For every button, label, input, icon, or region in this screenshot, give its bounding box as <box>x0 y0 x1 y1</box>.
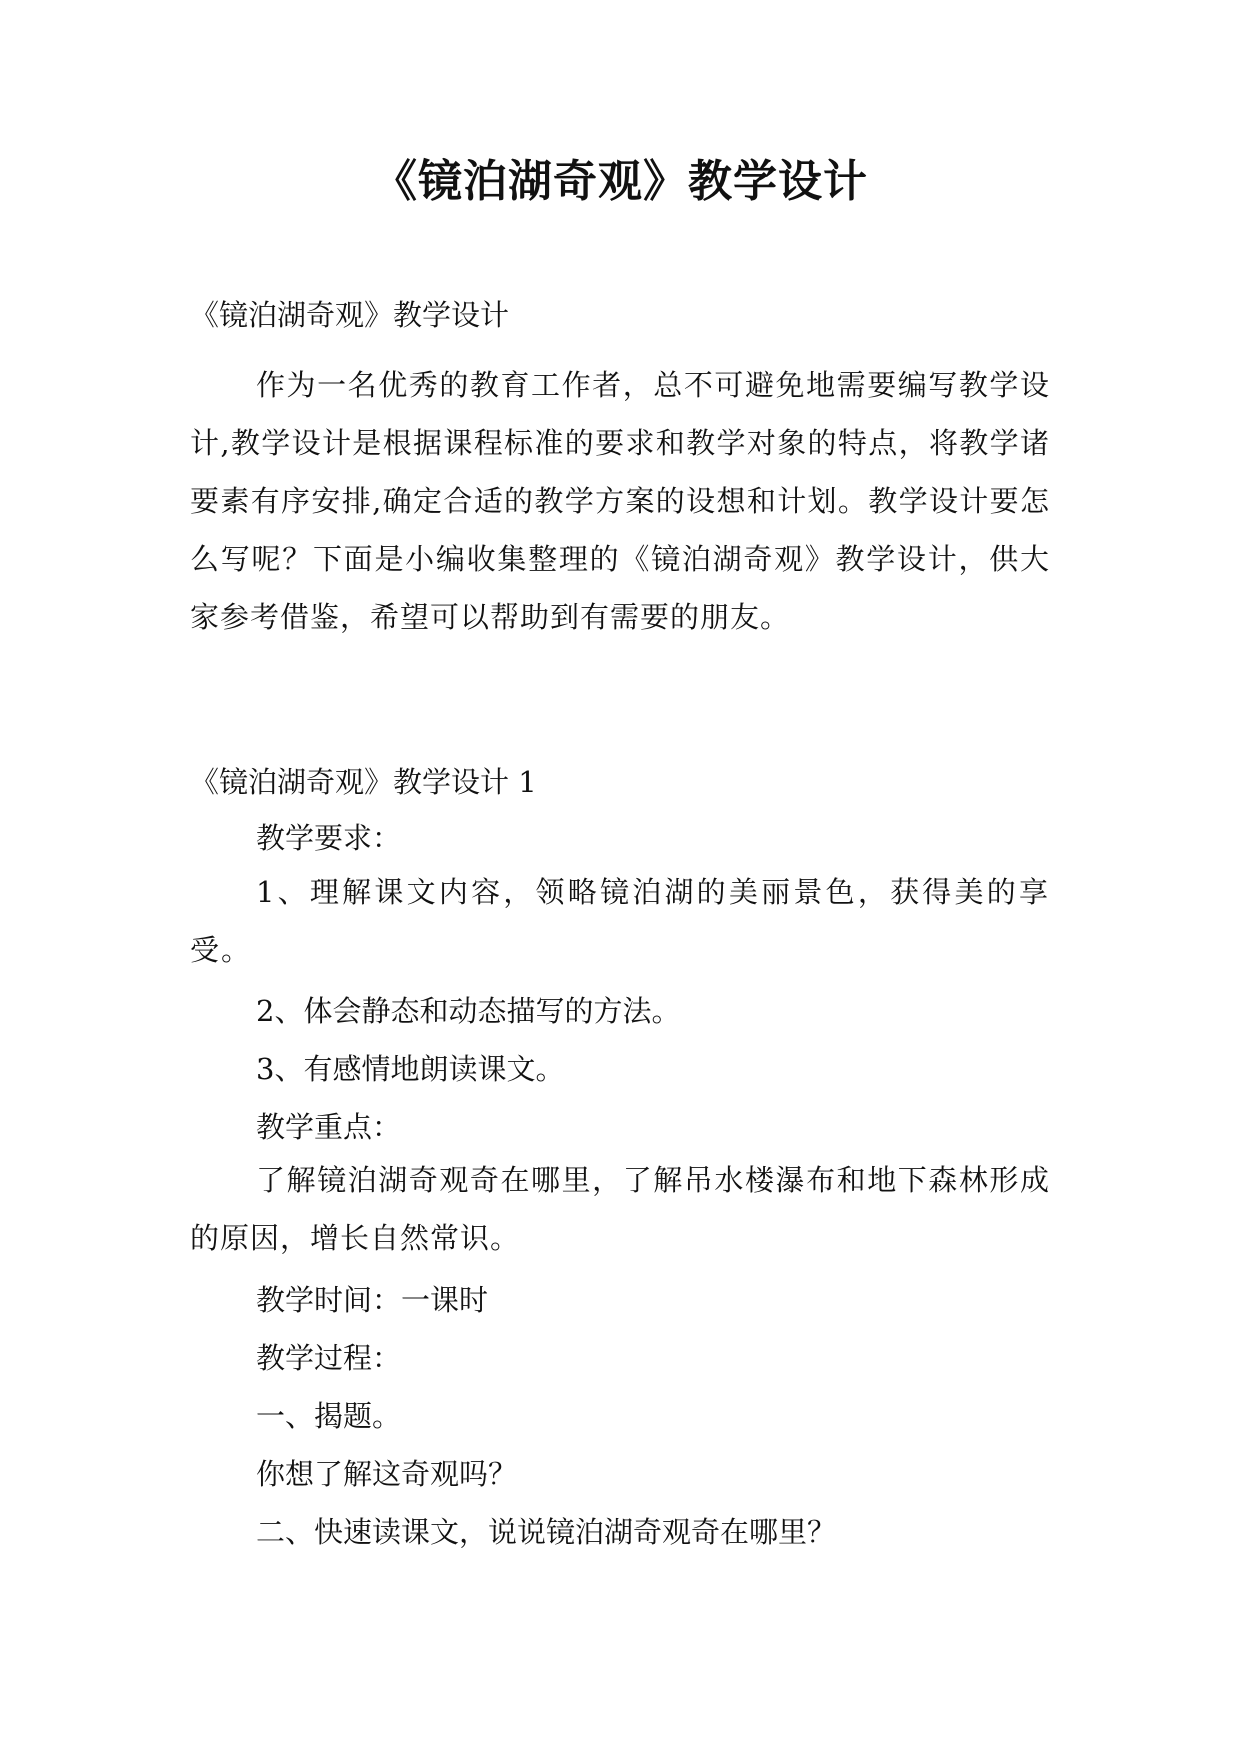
requirements-heading: 教学要求： <box>256 821 402 855</box>
section-title: 《镜泊湖奇观》教学设计 1 <box>190 765 537 799</box>
document-title: 《镜泊湖奇观》教学设计 <box>373 156 868 207</box>
intro-paragraph: 作为一名优秀的教育工作者，总不可避免地需要编写教学设计,教学设计是根据课程标准的要求和教学对象的特点，将教学诸要素有序安排,确定合适的教学方案的设想和计划。教学设计要怎么写呢？下面是小编收集整理的《镜泊湖奇观》教学设计，供大家参考借鉴，希望可以帮助到有需要的朋友。 <box>190 368 1050 634</box>
requirement-1: 1、理解课文内容，领略镜泊湖的美丽景色，获得美的享受。 <box>190 875 1050 967</box>
key-points-text: 了解镜泊湖奇观奇在哪里，了解吊水楼瀑布和地下森林形成的原因，增长自然常识。 <box>190 1163 1050 1255</box>
process-step-2: 二、快速读课文，说说镜泊湖奇观奇在哪里？ <box>256 1515 837 1549</box>
teaching-time: 教学时间：一课时 <box>256 1283 489 1317</box>
key-points-heading: 教学重点： <box>256 1110 402 1144</box>
process-step-1: 一、揭题。 <box>256 1399 402 1433</box>
process-heading: 教学过程： <box>256 1341 402 1375</box>
requirement-3: 3、有感情地朗读课文。 <box>256 1052 565 1086</box>
process-step-1-question: 你想了解这奇观吗？ <box>256 1457 518 1491</box>
requirement-2: 2、体会静态和动态描写的方法。 <box>256 994 681 1028</box>
document-subtitle: 《镜泊湖奇观》教学设计 <box>190 298 510 332</box>
